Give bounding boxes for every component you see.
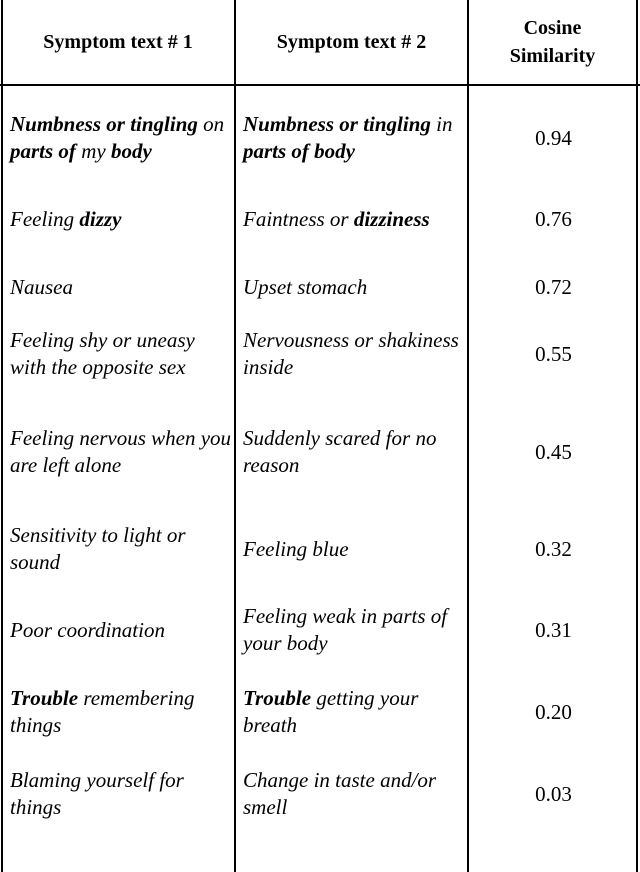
text-segment: Trouble bbox=[243, 686, 312, 710]
cosine-similarity-cell: 0.45 bbox=[535, 439, 572, 464]
cosine-similarity-cell: 0.55 bbox=[535, 341, 572, 366]
cosine-similarity-cell: 0.32 bbox=[535, 536, 572, 561]
symptom-text-2-cell bbox=[243, 314, 465, 394]
header-label: Symptom text # 1 bbox=[43, 31, 193, 53]
table-row bbox=[0, 672, 640, 752]
cosine-similarity-cell: 0.72 bbox=[535, 274, 572, 299]
text-segment: Sensitivity to light or sound bbox=[10, 523, 186, 574]
cosine-similarity-cell: 0.31 bbox=[535, 617, 572, 642]
symptom-text-1-cell bbox=[10, 590, 232, 670]
text-segment: Change in taste and/or smell bbox=[243, 768, 437, 819]
table-row bbox=[0, 412, 640, 492]
header-divider bbox=[0, 84, 640, 86]
text-segment: dizzy bbox=[79, 206, 122, 231]
text-segment: on bbox=[197, 112, 225, 136]
text-segment: Upset stomach bbox=[243, 274, 368, 299]
table-row bbox=[0, 98, 640, 178]
symptom-text-1-cell bbox=[10, 314, 232, 394]
text-segment: Feeling nervous when you are left alone bbox=[10, 426, 232, 477]
symptom-text-2-cell bbox=[243, 672, 465, 752]
header-symptom-text-1 bbox=[2, 0, 234, 84]
text-segment: Feeling weak in parts of your body bbox=[243, 604, 448, 655]
table-row bbox=[0, 509, 640, 589]
text-segment: Faintness or bbox=[243, 206, 354, 231]
text-segment: remembering things bbox=[10, 686, 195, 737]
text-segment: Nervousness or shakiness inside bbox=[243, 328, 459, 379]
header-label: Symptom text # 2 bbox=[276, 31, 427, 53]
symptom-text-1-cell bbox=[10, 754, 232, 834]
text-segment: Nausea bbox=[10, 274, 73, 299]
symptom-text-2-cell bbox=[243, 754, 465, 834]
cosine-similarity-cell: 0.76 bbox=[535, 206, 572, 231]
text-segment: Feeling shy or uneasy with the opposite sex bbox=[10, 328, 195, 379]
header-cosine-similarity bbox=[469, 0, 636, 84]
symptom-text-1-cell bbox=[10, 509, 232, 589]
text-segment: parts of bbox=[10, 139, 76, 163]
text-segment: Feeling bbox=[10, 206, 80, 231]
text-segment: Trouble bbox=[10, 686, 79, 710]
text-segment: Numbness or tingling bbox=[10, 112, 198, 136]
text-segment: parts of body bbox=[243, 139, 355, 163]
header-label: Similarity bbox=[509, 45, 596, 67]
symptom-text-2-cell bbox=[243, 98, 465, 178]
header-label: Cosine bbox=[523, 17, 582, 39]
table-row bbox=[0, 590, 640, 670]
cosine-similarity-cell: 0.20 bbox=[535, 699, 572, 724]
symptom-text-2-cell bbox=[243, 590, 465, 670]
text-segment: my bbox=[75, 139, 111, 163]
table-row bbox=[0, 754, 640, 834]
text-segment: Numbness or tingling bbox=[243, 112, 431, 136]
text-segment: Suddenly scared for no reason bbox=[243, 426, 437, 477]
text-segment: Blaming yourself for things bbox=[10, 768, 184, 819]
text-segment: body bbox=[110, 139, 152, 163]
header-symptom-text-2 bbox=[236, 0, 467, 84]
cosine-similarity-cell: 0.94 bbox=[535, 125, 572, 150]
symptom-text-1-cell bbox=[10, 98, 232, 178]
text-segment: Poor coordination bbox=[10, 617, 165, 642]
text-segment: dizziness bbox=[353, 206, 430, 231]
symptom-text-2-cell bbox=[243, 509, 465, 589]
symptom-text-1-cell bbox=[10, 672, 232, 752]
symptom-text-1-cell bbox=[10, 412, 232, 492]
table-row bbox=[0, 314, 640, 394]
text-segment: in bbox=[430, 112, 453, 136]
text-segment: getting your breath bbox=[243, 686, 419, 737]
symptom-text-2-cell bbox=[243, 412, 465, 492]
cosine-similarity-cell: 0.03 bbox=[535, 781, 572, 806]
text-segment: Feeling blue bbox=[243, 536, 349, 561]
